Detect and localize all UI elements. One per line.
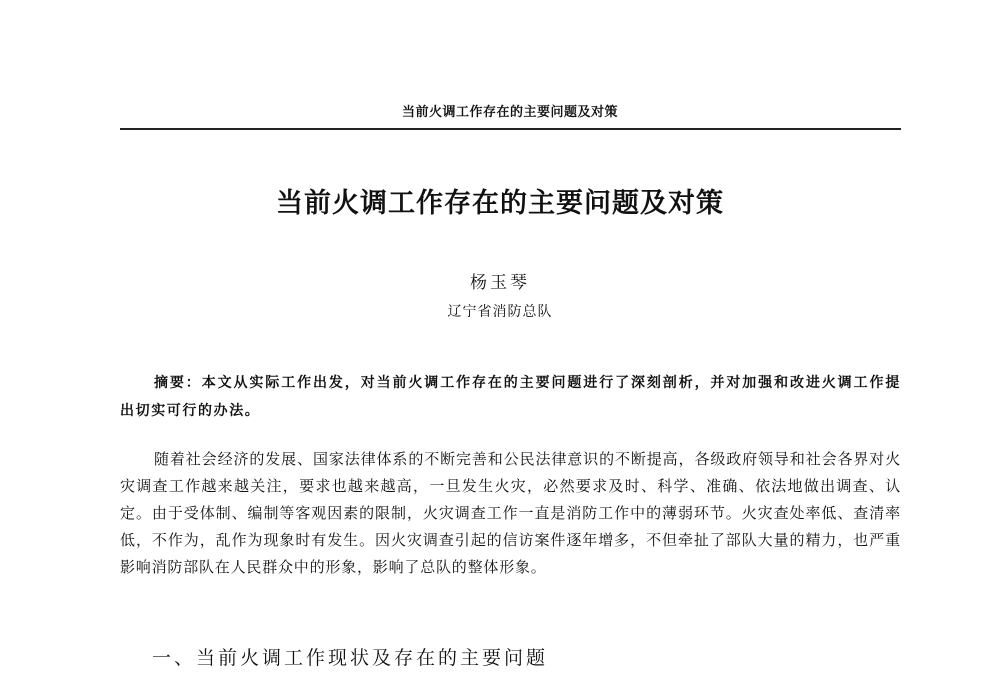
- paper-title: 当前火调工作存在的主要问题及对策: [276, 188, 724, 219]
- abstract: [120, 369, 901, 425]
- author-name: 杨玉琴: [470, 273, 530, 293]
- abstract-text: 本文从实际工作出发，对当前火调工作存在的主要问题进行了深刻剖析，并对加强和改进火调工作提出切实可行的办法。: [120, 375, 901, 419]
- abstract-label: 摘要：: [154, 375, 202, 391]
- running-header: 当前火调工作存在的主要问题及对策: [401, 105, 618, 120]
- body-paragraph: 随着社会经济的发展、国家法律体系的不断完善和公民法律意识的不断提高，各级政府领导和社会各界对火灾调查工作越来越关注，要求也越来越高，一旦发生火灾，必然要求及时、科学、准确、依法地做出调查、认定。由于受体制、编制等客观因素的限制，火灾调查工作一直是消防工作中的薄弱环节。火灾查处率低、查清率低，不作为，乱作为现象时有发生。因火灾调查引起的信访案件逐年增多，不但牵扯了部队大量的精力，也严重影响消防部队在人民群众中的形象，影响了总队的整体形象。: [120, 450, 901, 576]
- section-heading: 一、当前火调工作现状及存在的主要问题: [152, 647, 549, 669]
- header-rule: [120, 128, 901, 130]
- author-affiliation: 辽宁省消防总队: [447, 304, 553, 320]
